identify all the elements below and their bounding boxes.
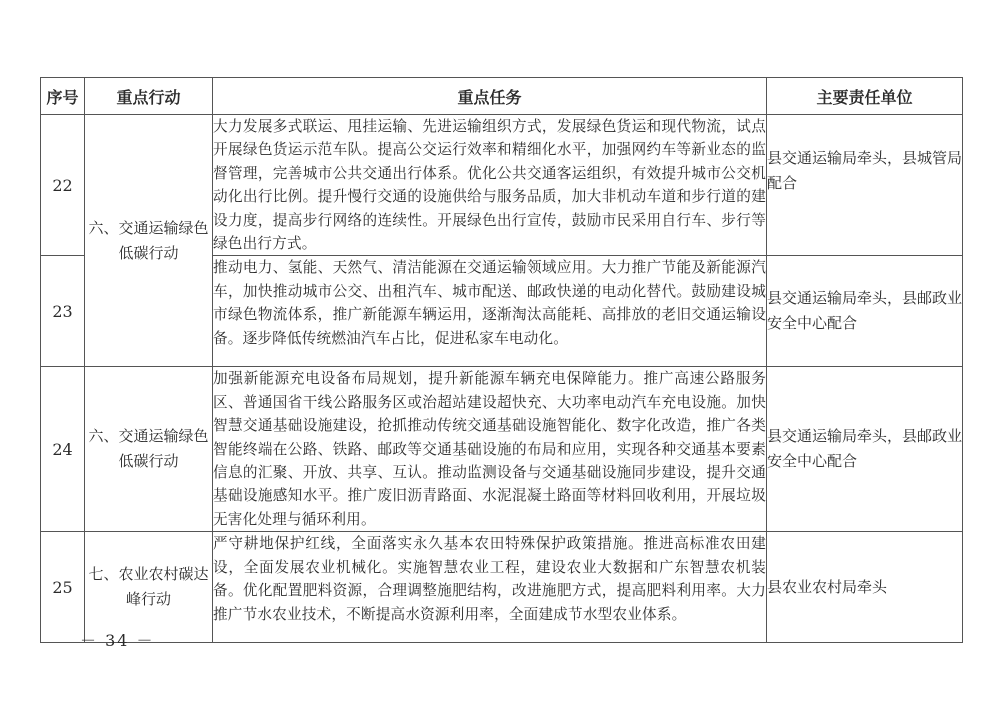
action-cell: 六、交通运输绿色低碳行动 [85,367,213,532]
resp-cell [767,367,963,532]
table-row [41,367,963,532]
row-number: 22 [41,115,85,256]
header-num: 序号 [41,78,85,115]
task-cell: 大力发展多式联运、甩挂运输、先进运输组织方式，发展绿色货运和现代物流，试点开展绿色货运示范车队。提高公交运行效率和精细化水平，加强网约车等新业态的监督管理，完善城市公共交通出行体系。优化公共交通客运组织，有效提升城市公交机动化出行比例。提升慢行交通的设施供给与服务品质，加大非机动车道和步行道的建设力度，提高步行网络的连续性。开展绿色出行宣传，鼓励市民采用自行车、步行等绿色出行方式。 [213,115,767,256]
row-number: 24 [41,367,85,532]
resp-text: 县交通运输局牵头，县邮政业安全中心配合 [767,289,963,333]
task-cell: 加强新能源充电设备布局规划，提升新能源车辆充电保障能力。推广高速公路服务区、普通国省干线公路服务区或治超站建设超快充、大功率电动汽车充电设施。加快智慧交通基础设施建设，抢抓推动传统交通基础设施智能化、数字化改造，推广各类智能终端在公路、铁路、邮政等交通基础设施的布局和应用，实现各种交通基本要素信息的汇聚、开放、共享、互认。推动监测设备与交通基础设施同步建设，提升交通基础设施感知水平。推广废旧沥青路面、水泥混凝土路面等材料回收利用，开展垃圾无害化处理与循环利用。 [213,367,767,532]
resp-cell [767,532,963,643]
header-task: 重点任务 [213,78,767,115]
resp-text: 县交通运输局牵头，县邮政业安全中心配合 [767,427,963,471]
action-cell: 六、交通运输绿色低碳行动 [85,115,213,367]
task-cell: 严守耕地保护红线，全面落实永久基本农田特殊保护政策措施。推进高标准农田建设，全面发展农业机械化。实施智慧农业工程，建设农业大数据和广东智慧农机装备。优化配置肥料资源，合理调整施肥结构，改进施肥方式，提高肥料利用率。大力推广节水农业技术，不断提高水资源利用率，全面建成节水型农业体系。 [213,532,767,643]
resp-cell [767,115,963,256]
resp-text: 县交通运输局牵头，县城管局配合 [767,149,963,193]
row-number: 23 [41,256,85,367]
header-resp: 主要责任单位 [767,78,963,115]
page-number: － 34 － [80,631,155,650]
resp-text: 县农业农村局牵头 [767,577,888,596]
task-cell: 推动电力、氢能、天然气、清洁能源在交通运输领域应用。大力推广节能及新能源汽车，加快推动城市公交、出租汽车、城市配送、邮政快递的电动化替代。鼓励建设城市绿色物流体系，推广新能源车辆运用，逐渐淘汰高能耗、高排放的老旧交通运输设备。逐步降低传统燃油汽车占比，促进私家车电动化。 [213,256,767,367]
action-cell: 七、农业农村碳达峰行动 [85,532,213,643]
row-number: 25 [41,532,85,643]
resp-cell [767,256,963,367]
header-row [41,78,963,115]
table-row [41,115,963,256]
task-table [40,77,963,643]
header-action: 重点行动 [85,78,213,115]
table-row [41,532,963,643]
